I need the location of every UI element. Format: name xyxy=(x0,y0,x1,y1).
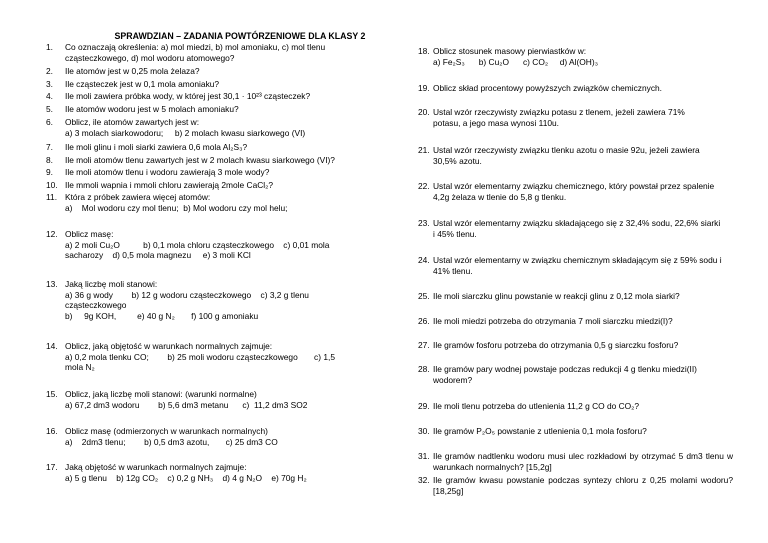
question-11: 11. Która z próbek zawiera więcej atomów: a) Mol wodoru czy mol tlenu; b) Mol wodoru czy mol helu; xyxy=(46,192,288,213)
question-12: 12. Oblicz masę: a) 2 moli Cu₂O b) 0,1 mola chloru cząsteczkowego c) 0,01 mola sacharozy d) 0,5 mola magnezu e) 3 moli KCl xyxy=(46,229,330,261)
question-4: 4. Ile moli zawiera próbka wody, w której jest 30,1 · 10²³ cząsteczek? xyxy=(46,91,311,101)
question-1-text: Co oznaczają określenia: a) mol miedzi, b) mol amoniaku, c) mol tlenu cząsteczkowego, d) mol wodoru atomowego? xyxy=(65,42,326,63)
question-15: 15. Oblicz, jaką liczbę moli stanowi: (warunki normalne) a) 67,2 dm3 wodoru b) 5,6 dm3 metanu c) 11,2 dm3 SO2 xyxy=(46,389,308,410)
question-26: 26. Ile moli miedzi potrzeba do otrzymania 7 moli siarczku miedzi(I)? xyxy=(418,316,673,326)
question-2: 2. Ile atomów jest w 0,25 mola żelaza? xyxy=(46,66,200,76)
question-16: 16. Oblicz masę (odmierzonych w warunkach normalnych) a) 2dm3 tlenu; b) 0,5 dm3 azotu, c) 25 dm3 CO xyxy=(46,426,278,447)
question-21: 21. Ustal wzór rzeczywisty związku tlenku azotu o masie 92u, jeżeli zawiera 30,5% azotu. xyxy=(418,145,700,166)
question-10: 10. Ile mmoli wapnia i mmoli chloru zawierają 2mole CaCl₂? xyxy=(46,180,274,190)
question-24: 24. Ustal wzór elementarny w związku chemicznym składającym się z 59% sodu i 41% tlenu. xyxy=(418,255,722,276)
page-title: SPRAWDZIAN – ZADANIA POWTÓRZENIOWE DLA KLASY 2 xyxy=(114,31,366,41)
question-9: 9. Ile moli atomów tlenu i wodoru zawierają 3 mole wody? xyxy=(46,167,270,177)
question-27: 27. Ile gramów fosforu potrzeba do otrzymania 0,5 g siarczku fosforu? xyxy=(418,340,679,350)
question-29: 29. Ile moli tlenu potrzeba do utlenienia 11,2 g CO do CO₂? xyxy=(418,401,640,411)
question-32: 32. Ile gramów kwasu powstanie podczas syntezy chloru z 0,25 molami wodoru? [18,25g] xyxy=(418,475,733,496)
question-14: 14. Oblicz, jaką objętość w warunkach normalnych zajmuje: a) 0,2 mola tlenku CO; b) 25 moli wodoru cząsteczkowego c) 1,5 mola N₂ xyxy=(46,341,335,373)
question-8: 8. Ile moli atomów tlenu zawartych jest w 2 molach kwasu siarkowego (VI)? xyxy=(46,155,335,165)
question-28: 28. Ile gramów pary wodnej powstaje podczas redukcji 4 g tlenku miedzi(II) wodorem? xyxy=(418,364,697,385)
question-5: 5. Ile atomów wodoru jest w 5 molach amoniaku? xyxy=(46,104,239,114)
question-20: 20. Ustal wzór rzeczywisty związku potasu z tlenem, jeżeli zawiera 71% potasu, a jego masa wynosi 110u. xyxy=(418,107,685,128)
question-23: 23. Ustal wzór elementarny związku składającego się z 32,4% sodu, 22,6% siarki i 45% tlenu. xyxy=(418,218,721,239)
question-3: 3. Ile cząsteczek jest w 0,1 mola amoniaku? xyxy=(46,79,220,89)
question-1: 1. Co oznaczają określenia: a) mol miedzi, b) mol amoniaku, c) mol tlenu cząsteczkowego, d) mol wodoru atomowego? xyxy=(46,42,366,63)
question-22: 22. Ustal wzór elementarny związku chemicznego, który powstał przez spalenie 4,2g żelaza w tlenie do 5,8 g tlenku. xyxy=(418,181,715,202)
question-30: 30. Ile gramów P₂O₅ powstanie z utlenienia 0,1 mola fosforu? xyxy=(418,426,647,436)
question-25: 25. Ile moli siarczku glinu powstanie w reakcji glinu z 0,12 mola siarki? xyxy=(418,291,680,301)
question-6: 6. Oblicz, ile atomów zawartych jest w: a) 3 molach siarkowodoru; b) 2 molach kwasu siarkowego (VI) xyxy=(46,117,306,138)
question-31: 31. Ile gramów nadtlenku wodoru musi ulec rozkładowi by otrzymać 5 dm3 tlenu w warunkach normalnych? [15,2g] xyxy=(418,451,733,472)
question-13: 13. Jaką liczbę moli stanowi: a) 36 g wody b) 12 g wodoru cząsteczkowego c) 3,2 g tlenu cząsteczkowego b) 9g KOH, e) 40 g N₂ f) 100 g amoniaku xyxy=(46,279,309,321)
question-18: 18. Oblicz stosunek masowy pierwiastków w: a) Fe₂S₃ b) Cu₂O c) CO₂ d) Al(OH)₃ xyxy=(418,46,599,67)
question-7: 7. Ile moli glinu i moli siarki zawiera 0,6 mola Al₂S₃? xyxy=(46,142,248,152)
question-17: 17. Jaką objętość w warunkach normalnych zajmuje: a) 5 g tlenu b) 12g CO₂ c) 0,2 g NH₃ d) 4 g N₂O e) 70g H₂ xyxy=(46,462,307,483)
question-19: 19. Oblicz skład procentowy powyższych związków chemicznych. xyxy=(418,83,662,93)
